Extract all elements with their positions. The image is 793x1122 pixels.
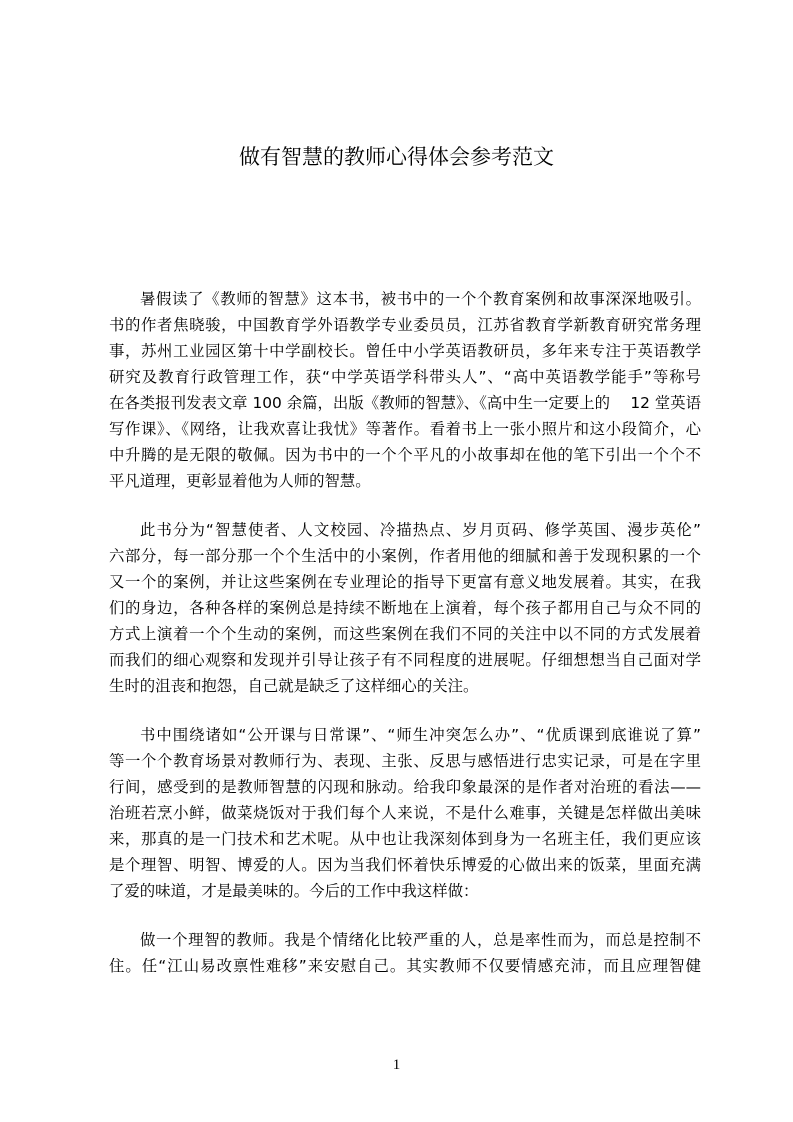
text-line: 等一个个教育场景对教师行为、表现、主张、反思与感悟进行忠实记录，可是在字里: [109, 752, 701, 770]
text-line: 书的作者焦晓骏，中国教育学外语教学专业委员员，江苏省教育学新教育研究常务理: [109, 316, 701, 334]
text-line: 事，苏州工业园区第十中学副校长。曾任中小学英语教研员，多年来专注于英语教学: [109, 342, 701, 360]
text-line: 研究及教育行政管理工作，获“中学英语学科带头人”、“高中英语教学能手”等称号: [109, 368, 701, 386]
text-line: 中升腾的是无限的敬佩。因为书中的一个个平凡的小故事却在他的笔下引出一个个不: [109, 446, 701, 464]
text-line: 方式上演着一个个生动的案例，而这些案例在我们不同的关注中以不同的方式发展着: [109, 625, 701, 643]
text-line: 书中围绕诸如“公开课与日常课”、“师生冲突怎么办”、“优质课到底谁说了算”: [140, 726, 701, 744]
text-line: 暑假读了《教师的智慧》这本书，被书中的一个个教育案例和故事深深地吸引。: [140, 290, 701, 308]
text-line: 六部分，每一部分那一个个生活中的小案例，作者用他的细腻和善于发现积累的一个: [109, 547, 701, 565]
text-line: 又一个的案例，并让这些案例在专业理论的指导下更富有意义地发展着。其实，在我: [109, 573, 701, 591]
paragraph-4: [109, 927, 701, 979]
text-line: 写作课》、《网络，让我欢喜让我忧》等著作。看着书上一张小照片和这小段简介，心: [109, 420, 701, 438]
text-line: 行间，感受到的是教师智慧的闪现和脉动。给我印象最深的是作者对治班的看法——: [109, 778, 701, 796]
text-line: 生时的沮丧和抱怨，自己就是缺乏了这样细心的关注。: [109, 677, 479, 695]
text-line: 做一个理智的教师。我是个情绪化比较严重的人，总是率性而为，而总是控制不: [140, 931, 701, 949]
paragraph-3: [109, 722, 701, 904]
text-line: 是个理智、明智、博爱的人。因为当我们怀着快乐博爱的心做出来的饭菜，里面充满: [109, 856, 701, 874]
text-line: 来，那真的是一门技术和艺术呢。从中也让我深刻体到身为一名班主任，我们更应该: [109, 830, 701, 848]
text-line: 治班若烹小鲜，做菜烧饭对于我们每个人来说，不是什么难事，关键是怎样做出美味: [109, 804, 701, 822]
text-line: 了爱的味道，才是最美味的。今后的工作中我这样做：: [109, 882, 479, 900]
paragraph-1: [109, 286, 701, 494]
text-line: 在各类报刊发表文章 100 余篇，出版《教师的智慧》、《高中生一定要上的 12 堂英语: [109, 394, 701, 412]
text-line: 此书分为“智慧使者、人文校园、冷描热点、岁月页码、修学英国、漫步英伦”: [140, 521, 701, 539]
text-line: 而我们的细心观察和发现并引导让孩子有不同程度的进展呢。仔细想想当自己面对学: [109, 651, 701, 669]
document-body: [109, 286, 701, 1002]
document-title: 做有智慧的教师心得体会参考范文: [239, 145, 554, 169]
text-line: 们的身边，各种各样的案例总是持续不断地在上演着，每个孩子都用自己与众不同的: [109, 599, 701, 617]
paragraph-2: [109, 517, 701, 699]
text-line: 平凡道理，更彰显着他为人师的智慧。: [109, 472, 371, 490]
text-line: 住。任“江山易改禀性难移”来安慰自己。其实教师不仅要情感充沛，而且应理智健: [109, 957, 701, 975]
page-number: 1: [392, 1057, 401, 1073]
